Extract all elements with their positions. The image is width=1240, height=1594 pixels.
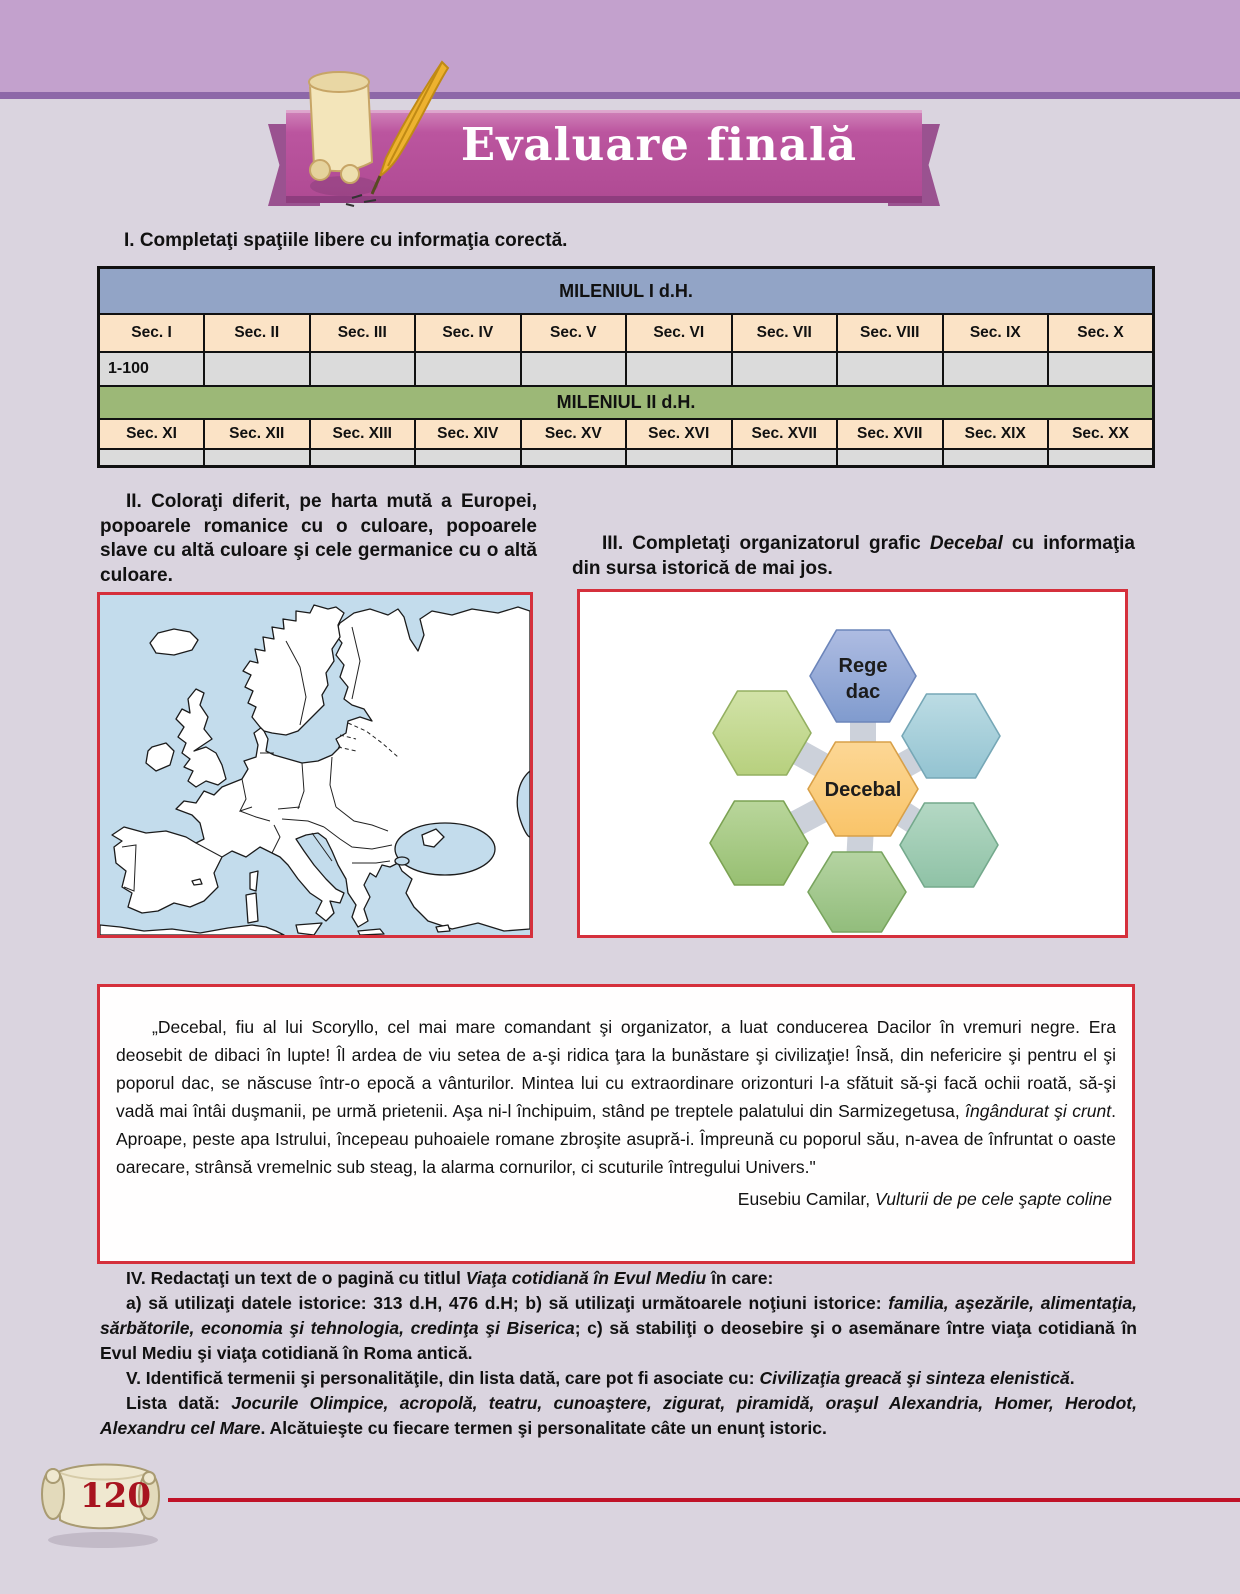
scroll-quill-icon [276,58,466,213]
footer-rule [168,1498,1240,1502]
century-value-cell [626,352,732,386]
century-header-cell: Sec. II [204,314,310,352]
century-value-cell [310,449,416,467]
quote-attribution: Eusebiu Camilar, Vulturii de pe cele şapte coline [737,1189,1112,1209]
title-banner [268,82,940,222]
century-value-cell [837,449,943,467]
centuries-table [97,266,1155,468]
century-value-cell [310,352,416,386]
century-header-cell: Sec. XVI [626,419,732,449]
century-value-cell [837,352,943,386]
section-ii-text: II. Coloraţi diferit, pe harta mută a Europei, popoarele romanice cu o culoare, popoarele slave cu altă culoare şi cele germanice cu o altă culoare. [100,491,537,586]
century-header-cell: Sec. XX [1048,419,1154,449]
century-value-cell [732,352,838,386]
century-header-cell: Sec. I [99,314,205,352]
century-header-cell: Sec. III [310,314,416,352]
century-header-cell: Sec. V [521,314,627,352]
century-value-cell [99,449,205,467]
century-value-cell: 1-100 [99,352,205,386]
sections-iv-v [100,1266,1137,1441]
millennium-2-column-headers [99,419,1154,449]
century-value-cell [626,449,732,467]
century-header-cell: Sec. XI [99,419,205,449]
century-value-cell [1048,352,1154,386]
century-header-cell: Sec. IV [415,314,521,352]
century-header-cell: Sec. XII [204,419,310,449]
century-value-cell [943,449,1049,467]
millennium-2-value-row [99,449,1154,467]
century-header-cell: Sec. X [1048,314,1154,352]
century-value-cell [732,449,838,467]
section-iv-title-line: IV. Redactaţi un text de o pagină cu titlul Viaţa cotidiană în Evul Mediu în care: [126,1268,774,1288]
section-v-task: V. Identifică termenii şi personalităţile, din lista dată, care pot fi asociate cu: Civilizaţia greacă şi sinteza elenistică. [126,1368,1075,1388]
quote-text: „Decebal, fiu al lui Scoryllo, cel mai mare comandant şi organizator, a luat conducerea Dacilor în vremuri negre. Era deosebit de dibaci în lupte! Îl ardea de viu setea de a-şi ridica ţara la bunăstare şi civilizaţie! Însă, din nefericire şi pentru el şi poporul dac, se născuse într-o epocă a vânturilor. Mintea lui cu extraordinare orizonturi l-a sfătuit să-şi facă ochii roată, să-şi vadă mai întâi duşmanii, pe urmă prietenii. Aşa ni-l închipuim, stând pe treptele palatului din Sarmizegetusa, îngândurat şi crunt. Aproape, peste apa Istrului, începeau puhoaiele romane zbroşite asupră-i. Împreună cu poporul său, n-avea de înfruntat o oaste oarecare, strânsă vremelnic sub steag, la alarma cornurilor, ci scuturile întregului Univers." [116,1017,1116,1177]
section-iii-text: III. Completaţi organizatorul grafic Decebal cu informaţia din sursa istorică de mai jos. [572,533,1135,579]
century-header-cell: Sec. XVII [732,419,838,449]
century-value-cell [415,449,521,467]
top-band [0,0,1240,92]
millennium-1-value-row [99,352,1154,386]
century-value-cell [943,352,1049,386]
century-header-cell: Sec. XVII [837,419,943,449]
rege-dac-label-line1: Rege [838,655,888,677]
century-value-cell [204,352,310,386]
europe-map [97,592,533,938]
section-i-heading: I. Completaţi spaţiile libere cu informaţia corectă. [124,230,568,251]
century-value-cell [415,352,521,386]
rege-dac-label-line2: dac [845,681,881,703]
century-header-cell: Sec. XIV [415,419,521,449]
millennium-1-column-headers [99,314,1154,352]
section-iv-requirements: a) să utilizaţi datele istorice: 313 d.H, 476 d.H; b) să utilizaţi următoarele noţiuni istorice: familia, aşezările, alimentaţia, sărbătorile, economia şi tehnologia, credinţa şi Biserica; c) să stabiliţi o deosebire şi o asemănare între viaţa cotidiană în Evul Mediu şi viaţa cotidiană în Roma antică. [100,1293,1137,1363]
page-title: Evaluare finală [460,118,858,171]
quote-box [97,984,1135,1264]
millennium-2-header: MILENIUL II d.H. [99,386,1154,419]
century-header-cell: Sec. XIX [943,419,1049,449]
century-header-cell: Sec. XIII [310,419,416,449]
century-value-cell [1048,449,1154,467]
hexagon-bottom [808,852,906,932]
century-header-cell: Sec. VI [626,314,732,352]
page-number: 120 [80,1476,151,1516]
century-header-cell: Sec. IX [943,314,1049,352]
century-value-cell [521,352,627,386]
decebal-label: Decebal [824,779,902,801]
decebal-organizer [577,589,1128,938]
century-value-cell [521,449,627,467]
section-v-list: Lista dată: Jocurile Olimpice, acropolă, teatru, cunoaştere, zigurat, piramidă, oraşul Alexandria, Homer, Herodot, Alexandru cel Mare. Alcătuieşte cu fiecare termen şi personalitate câte un enunţ istoric. [100,1393,1137,1438]
century-value-cell [204,449,310,467]
millennium-1-header: MILENIUL I d.H. [99,268,1154,315]
century-header-cell: Sec. VIII [837,314,943,352]
century-header-cell: Sec. XV [521,419,627,449]
century-header-cell: Sec. VII [732,314,838,352]
